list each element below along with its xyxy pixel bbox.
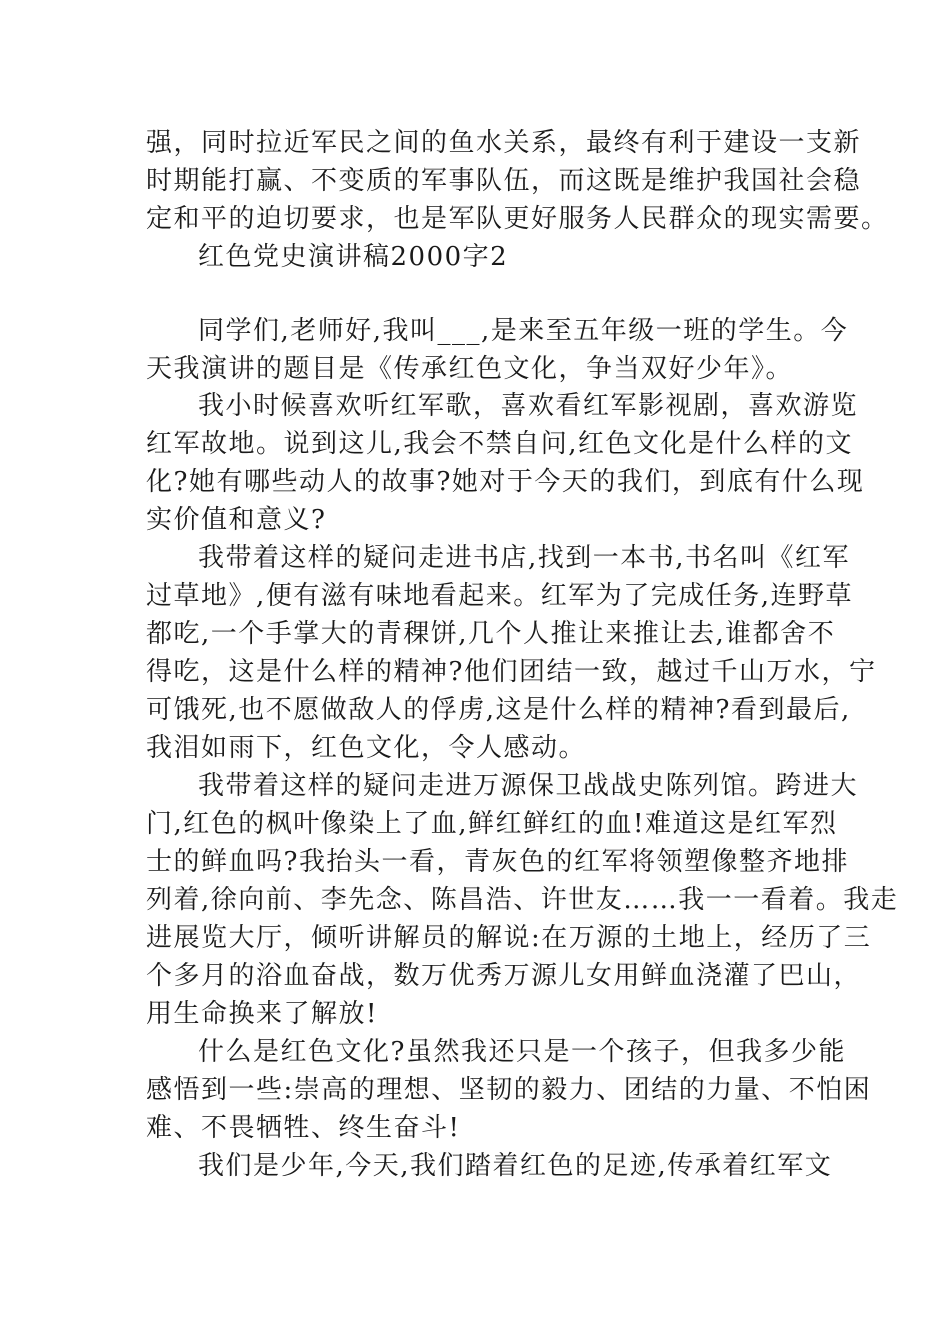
- text-line: 红军故地。说到这儿,我会不禁自问,红色文化是什么样的文: [146, 429, 854, 459]
- section-heading: 红色党史演讲稿2000字2: [198, 242, 509, 272]
- text-line: 化?她有哪些动人的故事?她对于今天的我们，到底有什么现: [146, 467, 865, 497]
- text-line: 用生命换来了解放!: [146, 999, 378, 1029]
- text-line: 我带着这样的疑问走进书店,找到一本书,书名叫《红军: [198, 543, 851, 573]
- text-line: 实价值和意义?: [146, 505, 327, 535]
- text-line: 天我演讲的题目是《传承红色文化，争当双好少年》。: [146, 354, 794, 384]
- text-line: 士的鲜血吗?我抬头一看，青灰色的红军将领塑像整齐地排: [146, 847, 849, 877]
- text-line: 我小时候喜欢听红军歌，喜欢看红军影视剧，喜欢游览: [198, 391, 859, 421]
- text-line: 我带着这样的疑问走进万源保卫战战史陈列馆。跨进大: [198, 771, 859, 801]
- text-line: 进展览大厅，倾听讲解员的解说:在万源的土地上，经历了三: [146, 923, 872, 953]
- text-line: 列着,徐向前、李先念、陈昌浩、许世友……我一一看着。我走: [146, 885, 899, 915]
- text-line: 都吃,一个手掌大的青稞饼,几个人推让来推让去,谁都舍不: [146, 619, 836, 649]
- text-line: 可饿死,也不愿做敌人的俘虏,这是什么样的精神?看到最后,: [146, 695, 851, 725]
- text-line: 时期能打赢、不变质的军事队伍，而这既是维护我国社会稳: [146, 166, 862, 196]
- text-line: 个多月的浴血奋战，数万优秀万源儿女用鲜血浇灌了巴山，: [146, 961, 862, 991]
- text-line: 我们是少年,今天,我们踏着红色的足迹,传承着红军文: [198, 1151, 833, 1181]
- text-line: 我泪如雨下，红色文化，令人感动。: [146, 733, 587, 763]
- text-line: 什么是红色文化?虽然我还只是一个孩子，但我多少能: [198, 1037, 846, 1067]
- text-line: 定和平的迫切要求，也是军队更好服务人民群众的现实需要。: [146, 204, 889, 234]
- text-line: 同学们,老师好,我叫___,是来至五年级一班的学生。今: [198, 316, 849, 346]
- text-line: 过草地》,便有滋有味地看起来。红军为了完成任务,连野草: [146, 581, 854, 611]
- text-line: 难、不畏牺牲、终生奋斗!: [146, 1113, 461, 1143]
- text-line: 门,红色的枫叶像染上了血,鲜红鲜红的血!难道这是红军烈: [146, 809, 838, 839]
- text-line: 得吃，这是什么样的精神?他们团结一致，越过千山万水，宁: [146, 657, 877, 687]
- text-line: 强，同时拉近军民之间的鱼水关系，最终有利于建设一支新: [146, 128, 862, 158]
- text-line: 感悟到一些:崇高的理想、坚韧的毅力、团结的力量、不怕困: [146, 1075, 872, 1105]
